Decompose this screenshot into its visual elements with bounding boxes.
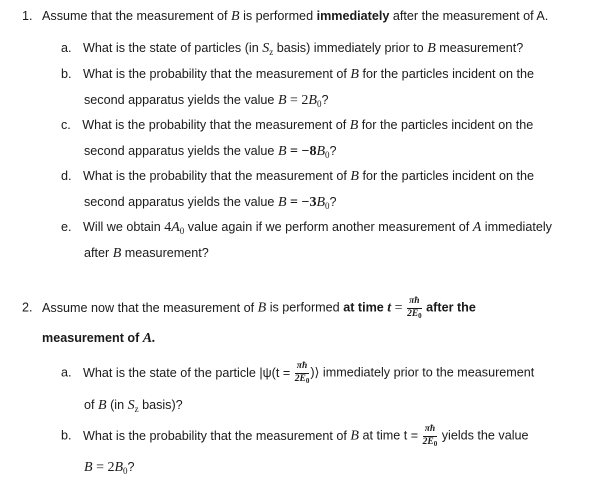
q2-item-b-line1: b. What is the probability that the measurement of B at time t = $\frac{\pi ħ}{2E_0}$ yields the value — [61, 424, 529, 448]
q1-item-c-line1: c. What is the probability that the measurement of B for the particles incident on the — [61, 118, 534, 133]
fraction-pi-hbar-over-2E0: $\frac{\pi ħ}{2E_0}$ — [422, 424, 438, 448]
fraction-pi-hbar-over-2E0: $\frac{\pi ħ}{2E_0}$ — [294, 361, 310, 385]
q2-item-a-line2: of B (in $S_z$ basis)? — [84, 398, 183, 414]
q2-item-a-line1: a. What is the state of the particle |ψ(t = $\frac{\pi ħ}{2E_0}$ )⟩ immediately prior to the measurement — [61, 361, 535, 385]
fraction-pi-hbar-over-2E0: $\frac{\pi ħ}{2E_0}$ — [407, 296, 422, 320]
q1-item-a: a. What is the state of particles (in $S_z$ basis) immediately prior to B measurement? — [61, 41, 524, 57]
q1-item-d-line1: d. What is the probability that the measurement of B for the particles incident on the — [61, 169, 535, 184]
q2-intro: 2. Assume now that the measurement of B is performed at time t = $\frac{\pi ħ}{2E_0}$ after the — [22, 296, 476, 320]
q1-item-d-line2: second apparatus yields the value $B = -3B_0$? — [84, 195, 337, 211]
q1-item-e-line2: after B measurement? — [84, 246, 209, 261]
q1-intro: 1. Assume that the measurement of B is performed immediately after the measurement of A. — [22, 9, 549, 24]
q2-number: 2. — [22, 300, 33, 315]
q2-intro-line2: measurement of A. — [42, 331, 156, 346]
q2-item-b-line2: $B = 2B_0$? — [84, 460, 135, 476]
q1-immediately-emphasis: immediately — [316, 9, 390, 23]
q1-item-b-line2: second apparatus yields the value $B = 2B_0$? — [84, 93, 329, 109]
q1-item-e-line1: e. Will we obtain $4A_0$ value again if we perform another measurement of A immediately — [61, 220, 552, 236]
q1-number: 1. — [22, 9, 33, 23]
q1-item-b-line1: b. What is the probability that the measurement of B for the particles incident on the — [61, 67, 535, 82]
q1-item-c-line2: second apparatus yields the value $B = -8B_0$? — [84, 144, 337, 160]
